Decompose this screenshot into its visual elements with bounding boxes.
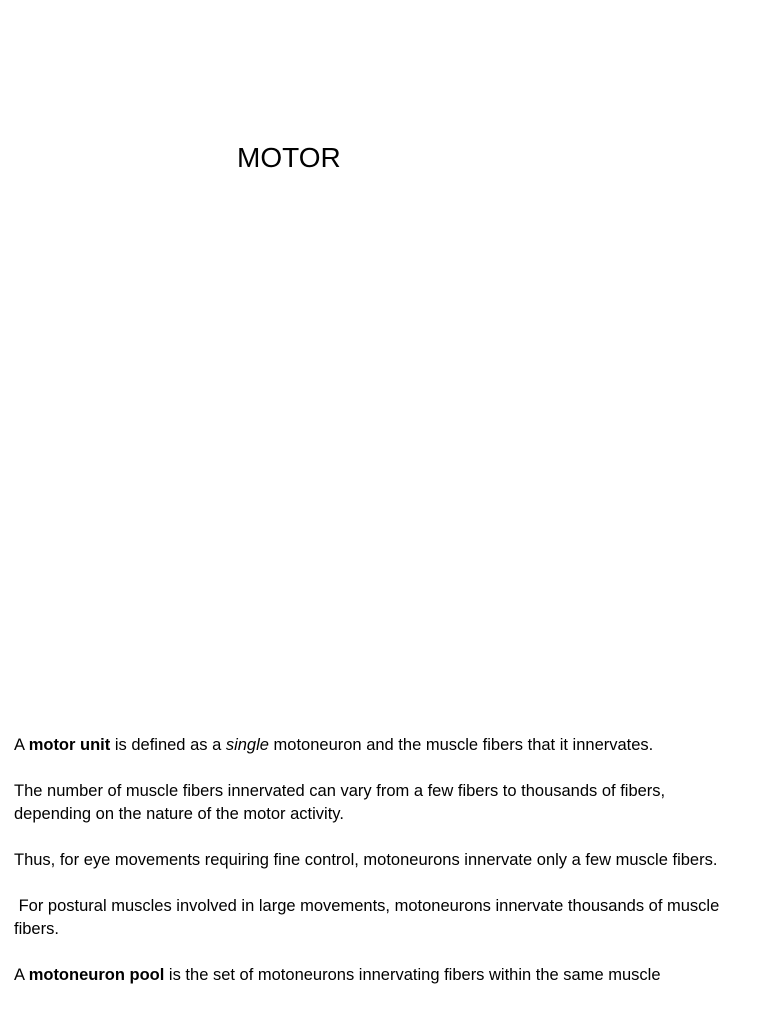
text-run: is the set of motoneurons innervating fibers within the same muscle	[164, 966, 661, 984]
text-run: is defined as a	[110, 736, 226, 754]
paragraph-motor-unit-definition	[14, 734, 734, 757]
paragraph-motoneuron-pool	[14, 964, 734, 987]
paragraph-postural-muscles: For postural muscles involved in large movements, motoneurons innervate thousands of muscle fibers.	[14, 897, 724, 938]
bold-term-motor-unit: motor unit	[28, 736, 111, 754]
paragraph-eye-movements: Thus, for eye movements requiring fine control, motoneurons innervate only a few muscle fibers.	[14, 851, 718, 869]
italic-term-single: single	[225, 736, 269, 754]
text-run: motoneuron and the muscle fibers that it innervates.	[268, 736, 654, 754]
text-run: A	[14, 966, 29, 984]
body-text	[14, 734, 734, 987]
text-run: A	[14, 736, 29, 754]
paragraph-fiber-count: The number of muscle fibers innervated can vary from a few fibers to thousands of fibers, depending on the nature of the motor activity.	[14, 782, 666, 823]
bold-term-motoneuron-pool: motoneuron pool	[28, 966, 165, 984]
page-title: MOTOR	[237, 142, 341, 173]
